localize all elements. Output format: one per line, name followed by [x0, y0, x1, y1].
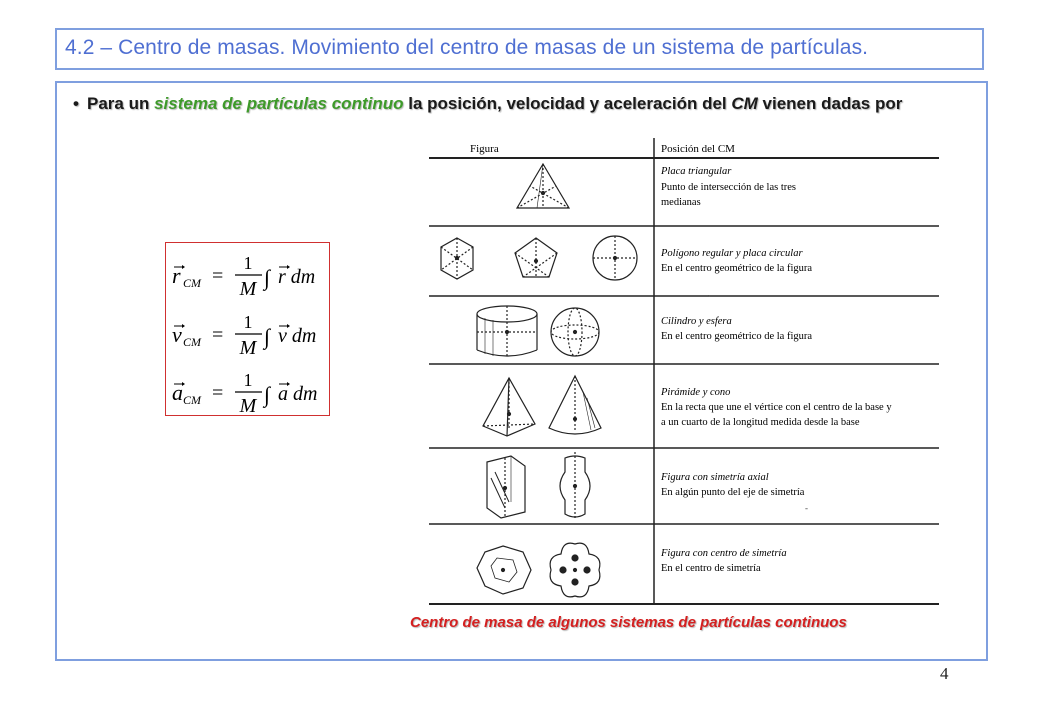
- row5-title: Figura con simetría axial: [661, 472, 769, 483]
- row6-title: Figura con centro de simetría: [661, 548, 787, 559]
- formula-acceleration: [172, 370, 317, 414]
- slide-title-box: [55, 28, 984, 70]
- axial-symmetry-icons: [487, 452, 590, 520]
- triangle-plate-icon: [517, 164, 569, 208]
- slide-title: 4.2 – Centro de masas. Movimiento del centro de masas de un sistema de partículas.: [65, 36, 869, 59]
- svg-text:`: `: [708, 294, 711, 303]
- svg-text:v dm: v dm: [278, 325, 317, 347]
- row2-title: Polígono regular y placa circular: [661, 248, 803, 259]
- page-number: 4: [940, 664, 949, 683]
- svg-text:=: =: [212, 382, 224, 404]
- formula-velocity: [172, 312, 316, 359]
- header-position: Posición del CM: [661, 143, 735, 155]
- svg-text:1: 1: [243, 370, 253, 390]
- row1-desc1: Punto de intersección de las tres: [661, 182, 797, 193]
- svg-text:=: =: [212, 324, 224, 346]
- svg-text:CM: CM: [183, 393, 201, 407]
- center-of-mass-table: [425, 136, 945, 608]
- pyramid-cone-icons: [483, 376, 601, 436]
- svg-text:-: -: [805, 503, 808, 513]
- row2-desc1: En el centro geométrico de la figura: [661, 263, 813, 274]
- central-symmetry-icons: [477, 543, 600, 597]
- svg-text:M: M: [239, 337, 257, 359]
- row4-desc1: En la recta que une el vértice con el centro de la base y: [661, 402, 892, 413]
- svg-text:a: a: [172, 380, 183, 405]
- bullet-text: Para un sistema de partículas continuo la posición, velocidad y aceleración del CM vienen dadas por: [87, 94, 903, 113]
- formula-position: [172, 253, 315, 300]
- header-figure: Figura: [470, 143, 499, 155]
- row4-desc2: a un cuarto de la longitud medida desde la base: [661, 417, 860, 428]
- svg-text:r: r: [172, 263, 181, 288]
- row1-title: Placa triangular: [661, 166, 732, 177]
- svg-text:M: M: [239, 395, 257, 414]
- svg-text:a dm: a dm: [278, 383, 318, 405]
- formula-box: [165, 242, 330, 416]
- row5-desc1: En algún punto del eje de simetría: [661, 487, 805, 498]
- bullet-dot-icon: •: [73, 94, 79, 113]
- svg-text:∫: ∫: [264, 382, 271, 407]
- svg-text:r dm: r dm: [278, 266, 316, 288]
- row3-title: Cilindro y esfera: [661, 316, 732, 327]
- row3-desc1: En el centro geométrico de la figura: [661, 331, 813, 342]
- svg-text:1: 1: [243, 253, 253, 273]
- svg-text:=: =: [212, 265, 224, 287]
- figure-caption: Centro de masa de algunos sistemas de partículas continuos: [410, 614, 847, 631]
- svg-text:CM: CM: [183, 335, 201, 349]
- svg-text:v: v: [172, 322, 182, 347]
- svg-text:∫: ∫: [264, 324, 271, 349]
- bullet-point: [73, 93, 953, 114]
- row1-desc2: medianas: [661, 197, 701, 208]
- svg-text:M: M: [239, 278, 257, 300]
- row4-title: Pirámide y cono: [661, 387, 731, 398]
- svg-text:∫: ∫: [264, 265, 271, 290]
- row6-desc1: En el centro de simetría: [661, 563, 761, 574]
- svg-text:1: 1: [243, 312, 253, 332]
- regular-polygon-icons: [441, 236, 637, 280]
- svg-text:CM: CM: [183, 276, 201, 290]
- cylinder-sphere-icons: [477, 306, 599, 358]
